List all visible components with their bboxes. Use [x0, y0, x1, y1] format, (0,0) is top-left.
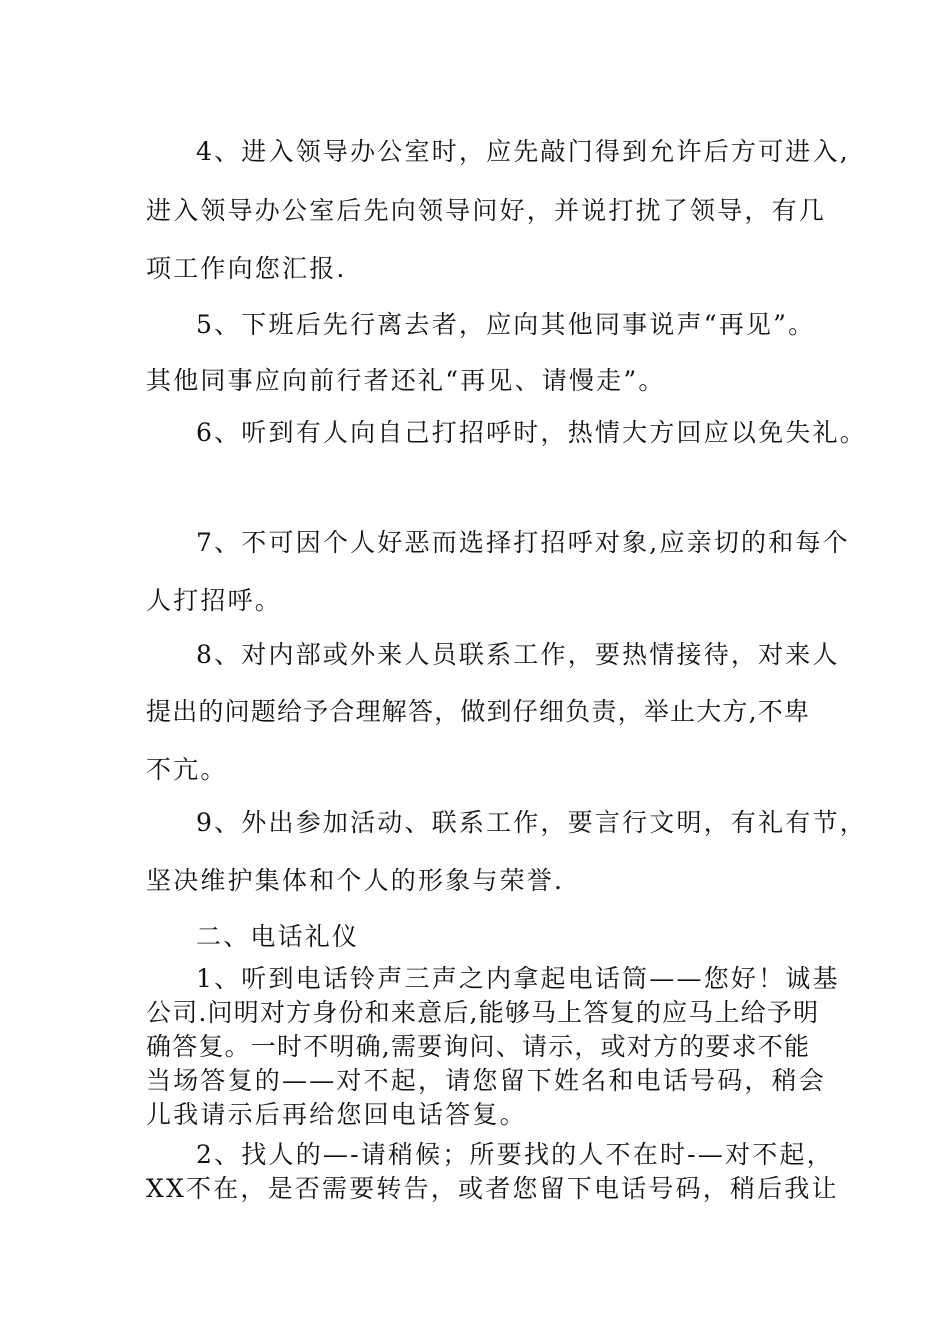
paragraph-4-line-1: 4、进入领导办公室时，应先敲门得到允许后方可进入,: [196, 137, 850, 166]
paragraph-8-line-2: 提出的问题给予合理解答，做到仔细负责，举止大方,不卑: [146, 697, 811, 726]
paragraph-9-line-1: 9、外出参加活动、联系工作，要言行文明，有礼有节，: [196, 808, 867, 837]
paragraph-4-line-3: 项工作向您汇报.: [146, 254, 347, 283]
section-heading-phone-etiquette: 二、电话礼仪: [196, 922, 360, 951]
phone-item-1-line-2: 公司.问明对方身份和来意后,能够马上答复的应马上给予明: [146, 998, 820, 1027]
phone-item-2-line-1: 2、找人的—-请稍候；所要找的人不在时-—对不起，: [196, 1140, 834, 1169]
paragraph-8-line-1: 8、对内部或外来人员联系工作，要热情接待，对来人: [196, 640, 840, 669]
paragraph-7-line-1: 7、不可因个人好恶而选择打招呼对象,应亲切的和每个: [196, 528, 850, 557]
phone-item-1-line-3: 确答复。一时不明确,需要询问、请示，或对方的要求不能: [146, 1032, 811, 1061]
paragraph-5-line-1: 5、下班后先行离去者，应向其他同事说声“再见”。: [196, 310, 816, 339]
paragraph-9-line-2: 坚决维护集体和个人的形象与荣誉.: [146, 866, 565, 895]
phone-item-2-line-2: XX不在，是否需要转告，或者您留下电话号码，稍后我让: [146, 1174, 839, 1203]
paragraph-7-line-2: 人打招呼。: [146, 586, 283, 615]
paragraph-5-line-2: 其他同事应向前行者还礼“再见、请慢走”。: [146, 366, 666, 395]
paragraph-6-line-1: 6、听到有人向自己打招呼时，热情大方回应以免失礼。: [196, 418, 867, 447]
paragraph-4-line-2: 进入领导办公室后先向领导问好，并说打扰了领导，有几: [146, 196, 827, 225]
phone-item-1-line-4: 当场答复的——对不起，请您留下姓名和电话号码，稍会: [146, 1066, 827, 1095]
phone-item-1-line-5: 儿我请示后再给您回电话答复。: [146, 1100, 527, 1129]
phone-item-1-line-1: 1、听到电话铃声三声之内拿起电话筒——您好！诚基: [196, 964, 840, 993]
paragraph-8-line-3: 不亢。: [146, 755, 228, 784]
